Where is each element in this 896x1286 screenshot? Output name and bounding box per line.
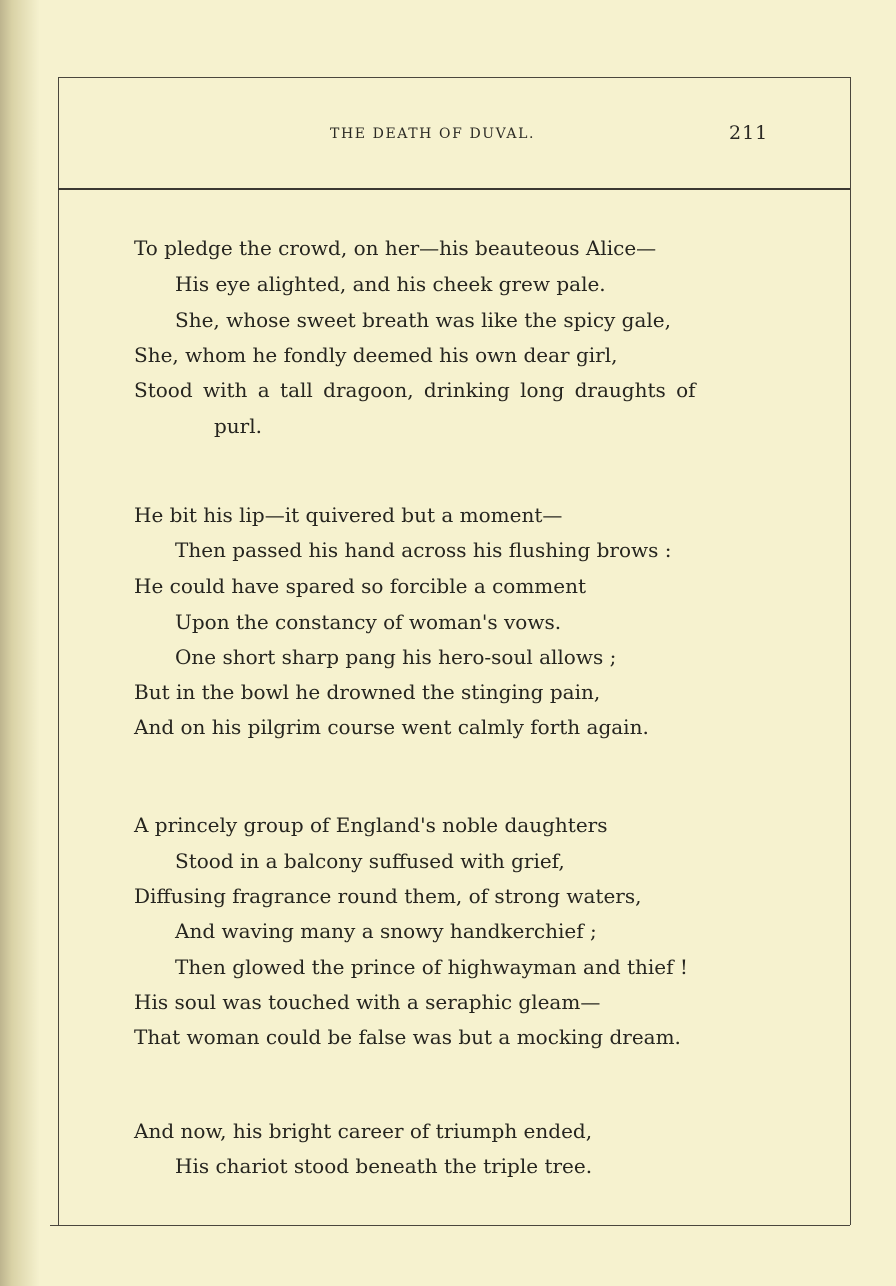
poem-line: Diffusing fragrance round them, of strong waters, [134,884,642,908]
poem-line: One short sharp pang his hero-soul allows ; [175,645,617,669]
page-frame-left-rule [58,77,59,1225]
poem-line: purl. [214,414,262,438]
poem-line: His eye alighted, and his cheek grew pale. [175,272,606,296]
poem-line: And on his pilgrim course went calmly forth again. [134,715,649,739]
page-number: 211 [729,122,769,144]
page-frame-bottom-rule [50,1225,850,1226]
page-frame-top-rule [58,77,850,78]
poem-line: Stood in a balcony suffused with grief, [175,849,565,873]
page-frame-right-rule [850,77,851,1225]
poem-line: Then passed his hand across his flushing brows : [175,538,672,562]
poem-line: Stood with a tall dragoon, drinking long draughts of [134,378,696,402]
poem-line: She, whose sweet breath was like the spicy gale, [175,308,671,332]
poem-line: Upon the constancy of woman's vows. [175,610,562,634]
poem-line: He could have spared so forcible a comment [134,574,587,598]
page-gutter-shadow [0,0,40,1286]
poem-line: His soul was touched with a seraphic gleam— [134,990,601,1014]
poem-line: And now, his bright career of triumph ended, [134,1119,593,1143]
poem-line: Then glowed the prince of highwayman and thief ! [175,955,688,979]
poem-line: That woman could be false was but a mocking dream. [134,1025,681,1049]
poem-line: But in the bowl he drowned the stinging pain, [134,680,601,704]
poem-line: And waving many a snowy handkerchief ; [175,919,597,943]
poem-line: To pledge the crowd, on her—his beauteous Alice— [134,236,657,260]
header-rule [58,188,850,190]
poem-line: He bit his lip—it quivered but a moment— [134,503,563,527]
poem-line: A princely group of England's noble daughters [134,813,608,837]
running-title: THE DEATH OF DUVAL. [330,126,536,142]
poem-line: His chariot stood beneath the triple tree. [175,1154,593,1178]
poem-line: She, whom he fondly deemed his own dear girl, [134,343,618,367]
